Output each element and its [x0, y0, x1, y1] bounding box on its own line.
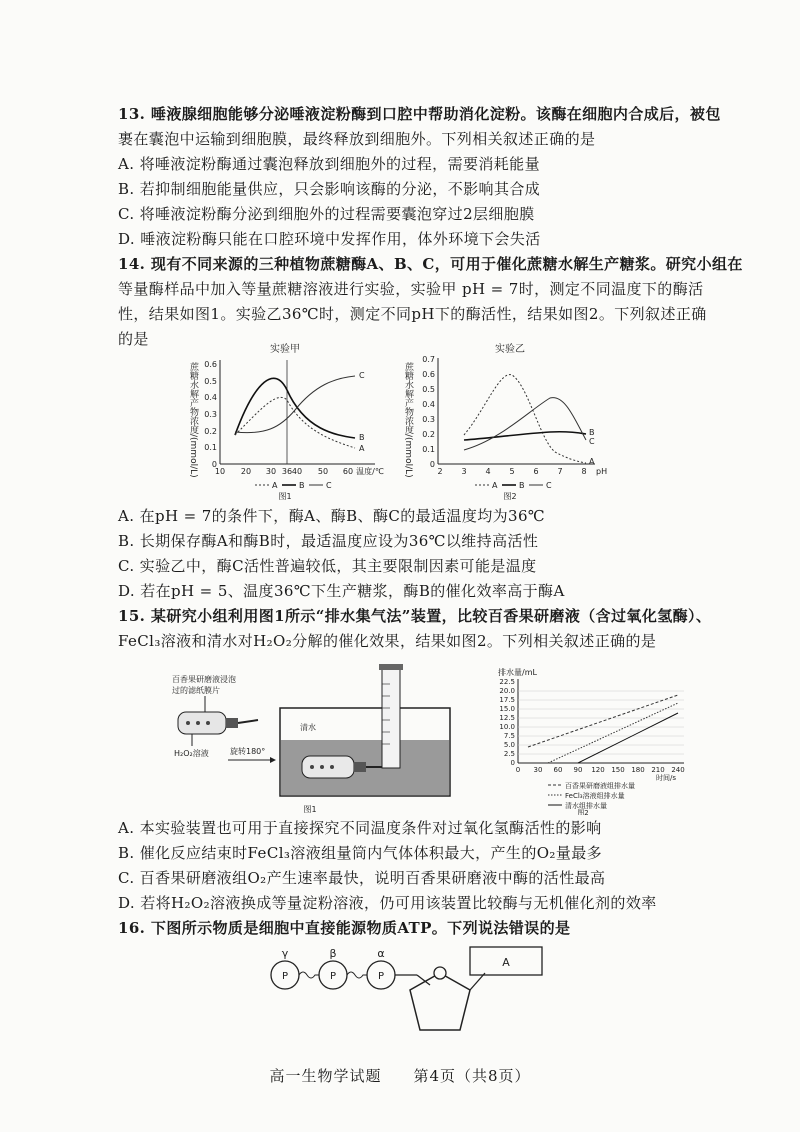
svg-text:B: B: [299, 481, 305, 490]
svg-text:8: 8: [581, 467, 587, 476]
svg-text:6: 6: [533, 467, 539, 476]
svg-text:0.3: 0.3: [422, 415, 435, 424]
svg-text:2.5: 2.5: [503, 750, 515, 758]
svg-text:0.1: 0.1: [204, 443, 217, 452]
svg-text:α: α: [377, 947, 385, 960]
q14-stem-line4: 的是: [118, 330, 149, 348]
svg-text:时间/s: 时间/s: [655, 774, 677, 782]
q13-stem-line1: 13. 唾液腺细胞能够分泌唾液淀粉酶到口腔中帮助消化淀粉。该酶在细胞内合成后，被包: [118, 105, 721, 123]
svg-text:图1: 图1: [303, 805, 317, 814]
svg-text:2: 2: [437, 467, 443, 476]
q15-option-c: C. 百香果研磨液组O₂产生速率最快，说明百香果研磨液中酶的活性最高: [118, 869, 606, 887]
svg-text:A: A: [502, 956, 510, 969]
fig1-ylabel: 蔗糖水解产物浓度/(mmol/L): [188, 362, 198, 478]
q15-figure2-chart: [488, 665, 698, 819]
q14-option-c: C. 实验乙中，酶C活性普遍较低，其主要限制因素可能是温度: [118, 557, 537, 575]
q13-option-c: C. 将唾液淀粉酶分泌到细胞外的过程需要囊泡穿过2层细胞膜: [118, 205, 535, 223]
svg-text:γ: γ: [281, 947, 289, 960]
q14-option-b: B. 长期保存酶A和酶B时，最适温度应设为36℃以维持高活性: [118, 532, 539, 550]
q15-stem-line1: 15. 某研究小组利用图1所示“排水集气法”装置，比较百香果研磨液（含过氧化氢酶）、: [118, 607, 712, 625]
svg-text:60: 60: [342, 467, 354, 476]
svg-text:0: 0: [429, 460, 435, 469]
svg-text:0.5: 0.5: [422, 385, 435, 394]
svg-text:180: 180: [631, 766, 645, 774]
q13-option-b: B. 若抑制细胞能量供应，只会影响该酶的分泌，不影响其合成: [118, 180, 541, 198]
svg-text:0.6: 0.6: [204, 360, 217, 369]
svg-text:120: 120: [591, 766, 605, 774]
q16-stem: 16. 下图所示物质是细胞中直接能源物质ATP。下列说法错误的是: [118, 919, 571, 937]
svg-text:C: C: [546, 481, 552, 490]
svg-text:0.4: 0.4: [422, 400, 435, 409]
svg-text:22.5: 22.5: [499, 678, 515, 686]
svg-text:A: A: [272, 481, 278, 490]
svg-text:B: B: [359, 433, 365, 442]
q13-option-d: D. 唾液淀粉酶只能在口腔环境中发挥作用，体外环境下会失活: [118, 230, 541, 248]
svg-text:β: β: [329, 947, 337, 960]
svg-text:7.5: 7.5: [503, 732, 515, 740]
svg-text:4: 4: [485, 467, 491, 476]
svg-text:30: 30: [533, 766, 543, 774]
svg-text:C: C: [359, 371, 365, 380]
svg-text:百香果研磨液组排水量: 百香果研磨液组排水量: [565, 782, 635, 790]
svg-text:60: 60: [553, 766, 563, 774]
q14-option-a: A. 在pH = 7的条件下，酶A、酶B、酶C的最适温度均为36℃: [118, 507, 546, 525]
svg-text:5: 5: [509, 467, 515, 476]
svg-text:百香果研磨液浸泡: 百香果研磨液浸泡: [172, 675, 236, 684]
svg-text:10: 10: [214, 467, 226, 476]
svg-text:20: 20: [240, 467, 252, 476]
svg-text:C: C: [326, 481, 332, 490]
svg-text:H₂O₂溶液: H₂O₂溶液: [174, 749, 209, 758]
q15-figure1-apparatus: [160, 660, 460, 819]
svg-text:50: 50: [317, 467, 329, 476]
svg-text:240: 240: [671, 766, 685, 774]
q14-stem-line3: 性，结果如图1。实验乙36℃时，测定不同pH下的酶活性，结果如图2。下列叙述正确: [118, 305, 707, 323]
svg-text:40: 40: [291, 467, 303, 476]
svg-text:0.2: 0.2: [204, 427, 217, 436]
q15-stem-line2: FeCl₃溶液和清水对H₂O₂分解的催化效果，结果如图2。下列相关叙述正确的是: [118, 632, 657, 650]
svg-text:过的滤纸膜片: 过的滤纸膜片: [172, 686, 220, 695]
svg-text:210: 210: [651, 766, 665, 774]
svg-text:B: B: [519, 481, 525, 490]
svg-text:0.4: 0.4: [204, 393, 217, 402]
svg-text:P: P: [377, 971, 385, 982]
q14-figure1: [185, 340, 385, 504]
q15-option-b: B. 催化反应结束时FeCl₃溶液组量筒内气体体积最大，产生的O₂量最多: [118, 844, 603, 862]
svg-text:旋转180°: 旋转180°: [230, 747, 266, 756]
q14-option-d: D. 若在pH = 5、温度36℃下生产糖浆，酶B的催化效率高于酶A: [118, 582, 565, 600]
svg-text:图2: 图2: [577, 809, 589, 815]
svg-text:A: A: [359, 444, 365, 453]
svg-text:7: 7: [557, 467, 563, 476]
svg-text:0.7: 0.7: [422, 355, 435, 364]
svg-text:0: 0: [515, 766, 521, 774]
svg-text:0: 0: [510, 759, 515, 767]
svg-text:图2: 图2: [503, 492, 517, 500]
q14-figure2: [400, 340, 615, 504]
svg-text:10.0: 10.0: [499, 723, 515, 731]
svg-text:12.5: 12.5: [499, 714, 515, 722]
fig1-title: 实验甲: [270, 344, 300, 355]
svg-text:0.3: 0.3: [204, 410, 217, 419]
svg-text:FeCl₃溶液组排水量: FeCl₃溶液组排水量: [565, 792, 625, 800]
svg-text:90: 90: [573, 766, 583, 774]
svg-text:pH: pH: [596, 467, 608, 476]
q15-option-d: D. 若将H₂O₂溶液换成等量淀粉溶液，仍可用该装置比较酶与无机催化剂的效率: [118, 894, 657, 912]
q15-option-a: A. 本实验装置也可用于直接探究不同温度条件对过氧化氢酶活性的影响: [118, 819, 602, 837]
svg-text:15.0: 15.0: [499, 705, 515, 713]
svg-text:20.0: 20.0: [499, 687, 515, 695]
q13-option-a: A. 将唾液淀粉酶通过囊泡释放到细胞外的过程，需要消耗能量: [118, 155, 540, 173]
svg-text:实验乙: 实验乙: [495, 344, 525, 355]
q16-atp-diagram: [255, 945, 555, 1059]
svg-text:5.0: 5.0: [503, 741, 515, 749]
svg-text:温度/℃: 温度/℃: [356, 467, 384, 476]
svg-text:17.5: 17.5: [499, 696, 515, 704]
q13-stem-line2: 裹在囊泡中运输到细胞膜，最终释放到细胞外。下列相关叙述正确的是: [118, 130, 596, 148]
svg-text:3: 3: [461, 467, 467, 476]
svg-text:30: 30: [265, 467, 277, 476]
svg-text:0.6: 0.6: [422, 370, 435, 379]
svg-text:清水: 清水: [300, 723, 316, 732]
svg-text:A: A: [589, 457, 595, 466]
q14-stem-line1: 14. 现有不同来源的三种植物蔗糖酶A、B、C，可用于催化蔗糖水解生产糖浆。研究小组在: [118, 255, 743, 273]
svg-text:150: 150: [611, 766, 625, 774]
svg-text:清水组排水量: 清水组排水量: [565, 802, 607, 810]
svg-text:P: P: [281, 971, 289, 982]
svg-text:蔗糖水解产物浓度/(mmol/L): 蔗糖水解产物浓度/(mmol/L): [403, 362, 413, 478]
svg-text:C: C: [589, 437, 595, 446]
svg-text:0.1: 0.1: [422, 445, 435, 454]
svg-text:36: 36: [281, 467, 293, 476]
svg-text:0.2: 0.2: [422, 430, 435, 439]
svg-text:图1: 图1: [278, 492, 292, 500]
svg-text:P: P: [329, 971, 337, 982]
page-footer: 高一生物学试题 第4页（共8页）: [269, 1067, 531, 1085]
svg-text:0.5: 0.5: [204, 377, 217, 386]
svg-text:A: A: [492, 481, 498, 490]
svg-text:B: B: [589, 428, 595, 437]
q14-stem-line2: 等量酶样品中加入等量蔗糖溶液进行实验，实验甲 pH = 7时，测定不同温度下的酶活: [118, 280, 704, 298]
svg-text:0: 0: [211, 460, 217, 469]
svg-text:排水量/mL: 排水量/mL: [498, 668, 537, 677]
